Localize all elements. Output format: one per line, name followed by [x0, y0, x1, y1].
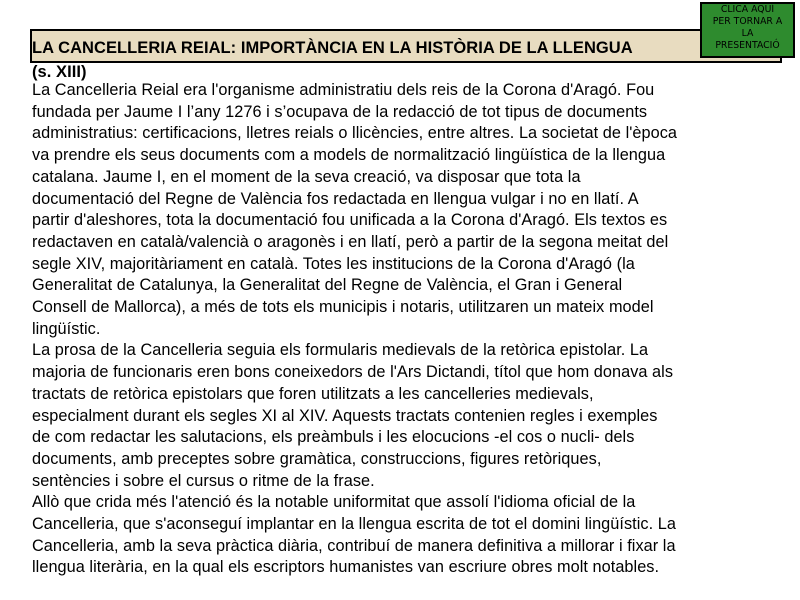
body-line: fundada per Jaume I l’any 1276 i s’ocupava de la redacció de tot tipus de documents [32, 102, 648, 121]
body-line: Allò que crida més l'atenció és la notable uniformitat que assolí l'idioma oficial de la [32, 493, 636, 512]
body-line: La Cancelleria Reial era l'organisme administratiu dels reis de la Corona d'Aragó. Fou [32, 81, 655, 99]
body-line: llengua literària, en la qual els escriptors humanistes van escriure obres molt notables. [32, 558, 660, 577]
body-line: redactaven en català/valencià o aragonès i en llatí, però a partir de la segona meitat del [32, 232, 669, 251]
body-line: Consell de Mallorca), a més de tots els municipis i notaris, utilitzaren un mateix model [32, 298, 654, 317]
back-label-line-2: PER TORNAR A [712, 16, 783, 27]
page-title-line-1: LA CANCELLERIA REIAL: IMPORTÀNCIA EN LA HISTÒRIA DE LA LLENGUA [32, 39, 633, 57]
body-line: partir d'aleshores, tota la documentació fou unificada a la Corona d'Aragó. Els textos es [32, 211, 668, 230]
body-line: documents, amb preceptes sobre gramàtica, construccions, figures retòriques, [32, 449, 602, 468]
body-line: va prendre els seus documents com a models de normalització lingüística de la llengua [32, 146, 666, 165]
back-label-line-4: PRESENTACIÓ [715, 40, 780, 51]
body-line: especialment durant els segles XI al XIV. Aquests tractats contenien regles i exemples [32, 406, 658, 425]
back-label-line-1: CLICA AQUÍ [720, 4, 775, 15]
body-text [32, 80, 792, 579]
body-line: catalana. Jaume I, en el moment de la seva creació, va disposar que tota la [32, 167, 581, 186]
back-label-line-3: LA [741, 28, 754, 39]
body-line: Generalitat de Catalunya, la Generalitat del Regne de València, el Gran i General [32, 276, 623, 295]
body-line: segle XIV, majoritàriament en català. Totes les institucions de la Corona d'Aragó (la [32, 254, 635, 273]
back-to-presentation-label[interactable] [702, 4, 793, 56]
page-title-line-2: (s. XIII) [32, 63, 87, 81]
body-line: Cancelleria, que s'aconseguí implantar en la llengua escrita de tot el domini lingüístic. La [32, 515, 676, 534]
body-line: documentació del Regne de València fos redactada en llengua vulgar i no en llatí. A [32, 189, 639, 208]
body-line: sentències i sobre el cursus o ritme de la frase. [32, 471, 375, 490]
body-line: administratius: certificacions, lletres reials o llicències, entre altres. La societat de l'època [32, 124, 678, 143]
page-title [32, 36, 633, 84]
body-line: La prosa de la Cancelleria seguia els formularis medievals de la retòrica epistolar. La [32, 341, 649, 360]
body-line: lingüístic. [32, 319, 101, 338]
body-line: Cancelleria, amb la seva pràctica diària, contribuí de manera definitiva a millorar i fixar la [32, 536, 676, 555]
body-line: majoria de funcionaris eren bons coneixedors de l'Ars Dictandi, títol que hom donava als [32, 363, 674, 382]
body-line: tractats de retòrica epistolars que foren utilitzats a les cancelleries medievals, [32, 384, 594, 403]
body-line: de com redactar les salutacions, els preàmbuls i les elocucions -el cos o nucli- dels [32, 428, 635, 447]
